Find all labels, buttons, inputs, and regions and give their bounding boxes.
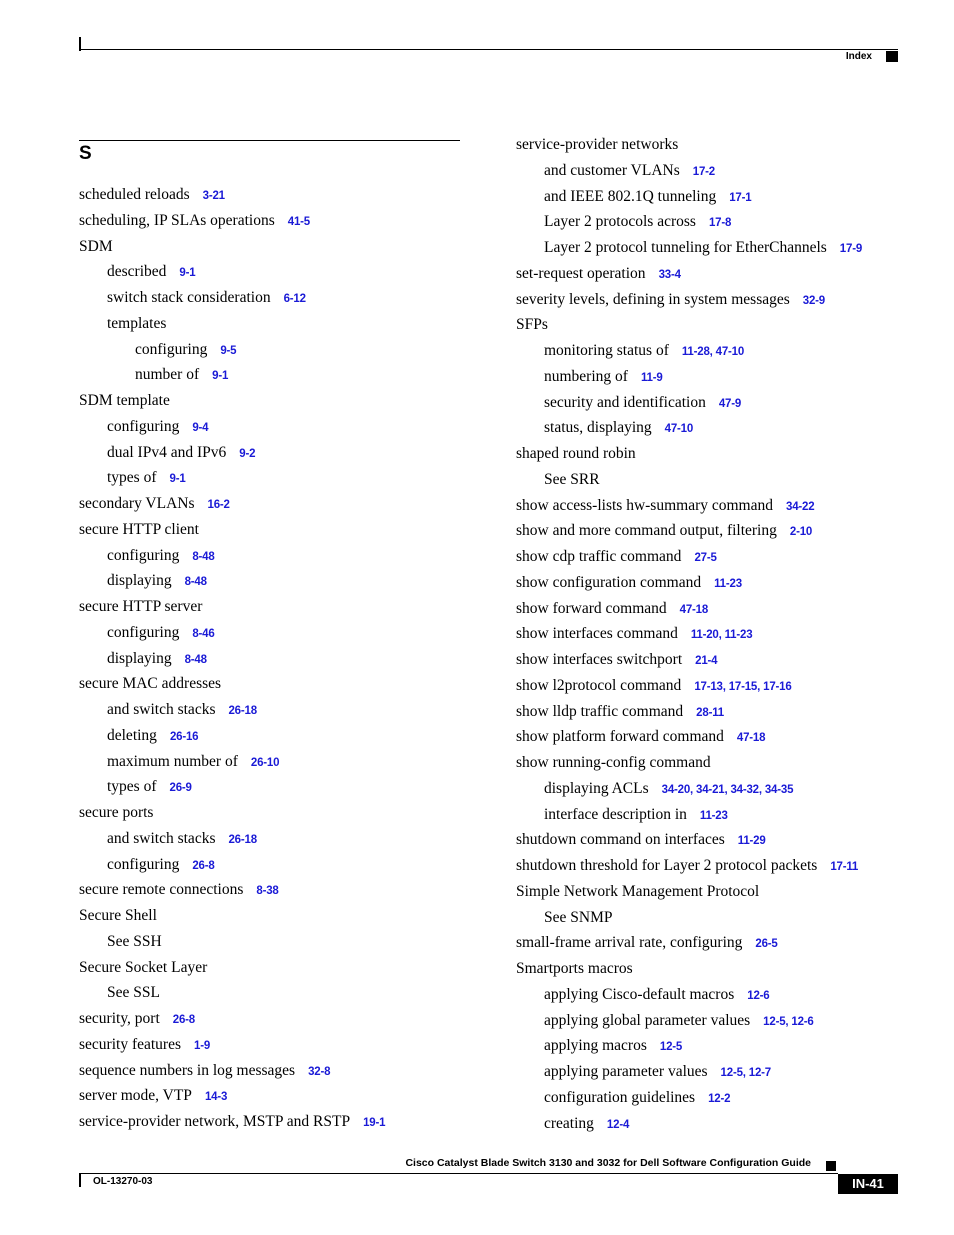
index-term: service-provider networks [516,136,679,153]
index-entry [516,905,911,931]
index-entry [79,980,479,1006]
footer-corner-mark [79,1173,81,1187]
index-term: severity levels, defining in system messages [516,290,790,308]
page-reference-link[interactable]: 47-9 [718,397,742,410]
index-entry [516,158,911,184]
index-entry [516,982,911,1008]
index-term: Secure Shell [79,907,157,924]
index-entry [516,493,911,519]
index-entry [79,671,479,697]
index-entry [516,209,911,235]
index-term: and switch stacks [107,829,216,847]
index-term: types of [107,778,157,796]
index-entry [516,724,911,750]
page-reference-link[interactable]: 8-38 [256,885,279,898]
page-reference-link[interactable]: 26-16 [169,730,199,743]
index-term: security and identification [544,393,706,411]
index-entry [79,1058,479,1084]
index-entry [516,338,911,364]
index-term: Smartports macros [516,960,633,977]
header-rule [79,49,898,50]
page-reference-link[interactable]: 8-46 [192,627,215,640]
index-term: applying global parameter values [544,1011,751,1029]
index-term: See SRR [544,470,600,488]
index-term: Simple Network Management Protocol [516,882,760,900]
index-term: See SSH [107,932,162,950]
index-term: show configuration command [516,573,702,591]
index-entry [79,362,479,388]
index-entry [79,285,479,311]
index-entry [516,415,911,441]
index-entry [79,929,479,955]
index-entry [516,364,911,390]
index-term: show access-lists hw-summary command [516,496,773,514]
index-term: shutdown threshold for Layer 2 protocol packets [516,857,818,874]
index-entry [79,337,479,363]
index-term: server mode, VTP [79,1087,192,1105]
index-entry [79,774,479,800]
page-reference-link[interactable]: 34-20, 34-21, 34-32, 34-35 [661,783,794,796]
page-reference-link[interactable]: 27-5 [694,552,717,564]
page-reference-link[interactable]: 9-1 [179,267,196,280]
index-entry [79,749,479,775]
index-entry [516,390,911,416]
index-term: SDM template [79,392,170,409]
index-entry [79,414,479,440]
index-term: secure MAC addresses [79,675,222,693]
page-reference-link[interactable]: 8-48 [184,653,207,666]
index-entry [79,491,479,517]
page-reference-link[interactable]: 26-5 [755,938,778,951]
index-entry [79,182,479,208]
page-reference-link[interactable]: 26-9 [169,782,192,795]
page-reference-link[interactable]: 9-1 [212,370,229,383]
index-term: secure HTTP server [79,598,203,615]
index-entry [79,826,479,852]
page-reference-link[interactable]: 21-4 [695,655,718,667]
index-term: secure ports [79,804,154,821]
index-term: applying parameter values [544,1063,708,1080]
index-term: secure remote connections [79,881,244,899]
index-term: shaped round robin [516,445,636,462]
section-rule [79,140,460,141]
index-term: dual IPv4 and IPv6 [107,443,227,461]
index-entry [79,517,479,543]
section-letter: S [79,143,92,164]
index-term: SFPs [516,316,548,334]
page-reference-link[interactable]: 14-3 [204,1091,228,1104]
page-reference-link[interactable]: 12-5, 12-6 [763,1015,814,1028]
page-reference-link[interactable]: 11-23 [699,809,728,822]
index-entry [79,1083,479,1109]
index-term: status, displaying [544,419,652,437]
index-entry [79,723,479,749]
page-reference-link[interactable]: 47-18 [736,732,766,745]
footer-rule [79,1173,838,1174]
page-reference-link[interactable]: 8-48 [192,550,215,563]
index-term: set-request operation [516,264,646,282]
index-term: interface description in [544,805,687,823]
index-term: configuring [107,855,180,873]
index-term: and customer VLANs [544,161,680,179]
page-reference-link[interactable]: 11-23 [714,577,742,590]
page-reference-link[interactable]: 17-2 [692,165,715,178]
index-term: small-frame arrival rate, configuring [516,934,743,952]
index-entry [79,1032,479,1058]
page-reference-link[interactable]: 11-20, 11-23 [690,629,753,642]
page-reference-link[interactable]: 11-28, 47-10 [681,346,745,358]
index-entry [79,955,479,981]
index-entry [516,184,911,210]
index-term: show interfaces switchport [516,651,683,668]
index-term: show running-config command [516,754,711,771]
index-entry [79,1006,479,1032]
index-term: show platform forward command [516,728,724,746]
page-reference-link[interactable]: 47-18 [679,603,709,616]
page-reference-link[interactable]: 11-9 [640,371,663,384]
index-term: templates [107,314,167,332]
index-entry [79,208,479,234]
page-reference-link[interactable]: 26-8 [192,859,215,872]
index-entry [79,646,479,672]
index-term: sequence numbers in log messages [79,1061,296,1079]
page-reference-link[interactable]: 16-2 [207,499,230,511]
page-reference-link[interactable]: 9-5 [220,344,237,357]
index-entry [79,311,479,337]
page-reference-link[interactable]: 41-5 [287,215,310,228]
page-reference-link[interactable]: 9-2 [239,447,256,460]
index-term: switch stack consideration [107,289,271,306]
page-reference-link[interactable]: 47-10 [664,423,694,436]
header-block-mark [886,51,898,62]
index-entry [516,853,911,879]
page-reference-link[interactable]: 12-2 [708,1092,731,1105]
index-entry [516,596,911,622]
index-term: displaying ACLs [544,779,649,797]
index-term: shutdown command on interfaces [516,831,725,849]
index-entry [516,956,911,982]
index-term: show cdp traffic command [516,548,682,565]
index-term: scheduled reloads [79,186,190,203]
index-entry [516,1085,911,1111]
index-term: applying macros [544,1037,647,1055]
page-reference-link[interactable]: 33-4 [658,268,681,281]
footer-doc-number: OL-13270-03 [93,1176,153,1187]
index-term: Layer 2 protocol tunneling for EtherChannels [544,239,827,256]
index-term: show l2protocol command [516,676,682,694]
index-entry [516,930,911,956]
index-term: service-provider network, MSTP and RSTP [79,1113,351,1130]
index-entry [516,132,911,158]
page-reference-link[interactable]: 28-11 [696,706,724,719]
page-reference-link[interactable]: 26-10 [250,756,280,769]
page-reference-link[interactable]: 12-5, 12-7 [720,1067,771,1079]
page-reference-link[interactable]: 19-1 [363,1117,386,1129]
index-term: secondary VLANs [79,495,195,512]
index-entry [79,543,479,569]
index-entry [516,699,911,725]
index-column-right [516,132,911,1136]
index-entry [79,594,479,620]
page-reference-link[interactable]: 6-12 [283,293,306,305]
index-term: displaying [107,572,172,590]
index-entry [516,827,911,853]
header-label: Index [845,51,872,62]
page-reference-link[interactable]: 17-13, 17-15, 17-16 [694,680,792,693]
index-entry [516,621,911,647]
index-entry [516,1059,911,1085]
index-term: configuring [107,417,180,435]
index-entry [79,852,479,878]
index-term: show and more command output, filtering [516,522,777,540]
page-reference-link[interactable]: 12-6 [747,989,770,1002]
page-reference-link[interactable]: 12-4 [606,1118,630,1131]
index-entry [79,440,479,466]
index-term: SDM [79,237,113,255]
index-entry [516,235,911,261]
index-term: secure HTTP client [79,520,199,538]
index-term: displaying [107,649,172,667]
page-reference-link[interactable]: 26-8 [172,1014,195,1026]
page-reference-link[interactable]: 26-18 [228,705,257,717]
index-term: and switch stacks [107,701,216,718]
index-entry [516,570,911,596]
index-entry [79,465,479,491]
index-entry [79,903,479,929]
index-entry [79,388,479,414]
index-term: monitoring status of [544,342,669,359]
page-reference-link[interactable]: 3-21 [202,190,225,202]
index-term: security, port [79,1010,160,1027]
page-reference-link[interactable]: 17-11 [830,861,859,873]
index-entry [516,1033,911,1059]
page-reference-link[interactable]: 17-9 [839,243,863,255]
page-reference-link[interactable]: 9-4 [192,421,209,434]
index-term: configuring [107,623,180,641]
index-term: creating [544,1114,594,1132]
page-reference-link[interactable]: 1-9 [194,1039,211,1052]
index-entry [516,776,911,802]
footer-block-mark [826,1161,836,1171]
index-entry [516,467,911,493]
index-term: security features [79,1035,181,1053]
index-term: See SSL [107,984,160,1002]
index-entry [79,800,479,826]
page-reference-link[interactable]: 17-8 [708,217,732,230]
index-term: types of [107,469,157,487]
page-reference-link[interactable]: 9-1 [169,473,186,486]
index-term: configuration guidelines [544,1088,696,1106]
page-reference-link[interactable]: 17-1 [729,191,752,204]
index-entry [516,673,911,699]
index-term: configuring [135,340,208,358]
index-term: deleting [107,726,157,744]
page-reference-link[interactable]: 8-48 [184,576,207,589]
index-entry [516,544,911,570]
index-entry [516,750,911,776]
index-entry [79,877,479,903]
index-entry [79,697,479,723]
page-reference-link[interactable]: 34-22 [786,500,815,513]
index-entry [516,647,911,673]
footer-guide-title: Cisco Catalyst Blade Switch 3130 and 3032 for Dell Software Configuration Guide [405,1157,811,1169]
index-term: Layer 2 protocols across [544,213,696,231]
page-reference-link[interactable]: 12-5 [659,1041,683,1054]
index-term: number of [135,366,200,384]
index-term: and IEEE 802.1Q tunneling [544,187,717,205]
index-entry [79,259,479,285]
index-term: maximum number of [107,752,238,770]
index-entry [516,441,911,467]
index-entry [516,802,911,828]
index-term: show lldp traffic command [516,702,684,720]
page-number-badge: IN-41 [838,1174,898,1194]
index-term: show forward command [516,599,667,617]
index-entry [516,312,911,338]
page-reference-link[interactable]: 2-10 [789,526,813,539]
index-entry [516,879,911,905]
index-term: applying Cisco-default macros [544,985,735,1003]
index-term: show interfaces command [516,625,678,643]
index-term: configuring [107,546,180,564]
index-term: described [107,263,167,281]
index-entry [79,1109,479,1135]
index-entry [79,234,479,260]
page-reference-link[interactable]: 32-9 [802,294,825,307]
index-term: scheduling, IP SLAs operations [79,211,275,229]
index-column-left [79,182,479,1135]
index-entry [516,1111,911,1137]
index-entry [516,261,911,287]
index-term: Secure Socket Layer [79,958,208,976]
index-entry [516,518,911,544]
page-reference-link[interactable]: 32-8 [308,1065,331,1078]
index-entry [79,620,479,646]
index-entry [516,287,911,313]
index-entry [516,1008,911,1034]
index-entry [79,568,479,594]
index-term: See SNMP [544,908,613,926]
page-reference-link[interactable]: 11-29 [737,835,766,848]
page-reference-link[interactable]: 26-18 [228,833,257,846]
index-term: numbering of [544,367,628,385]
